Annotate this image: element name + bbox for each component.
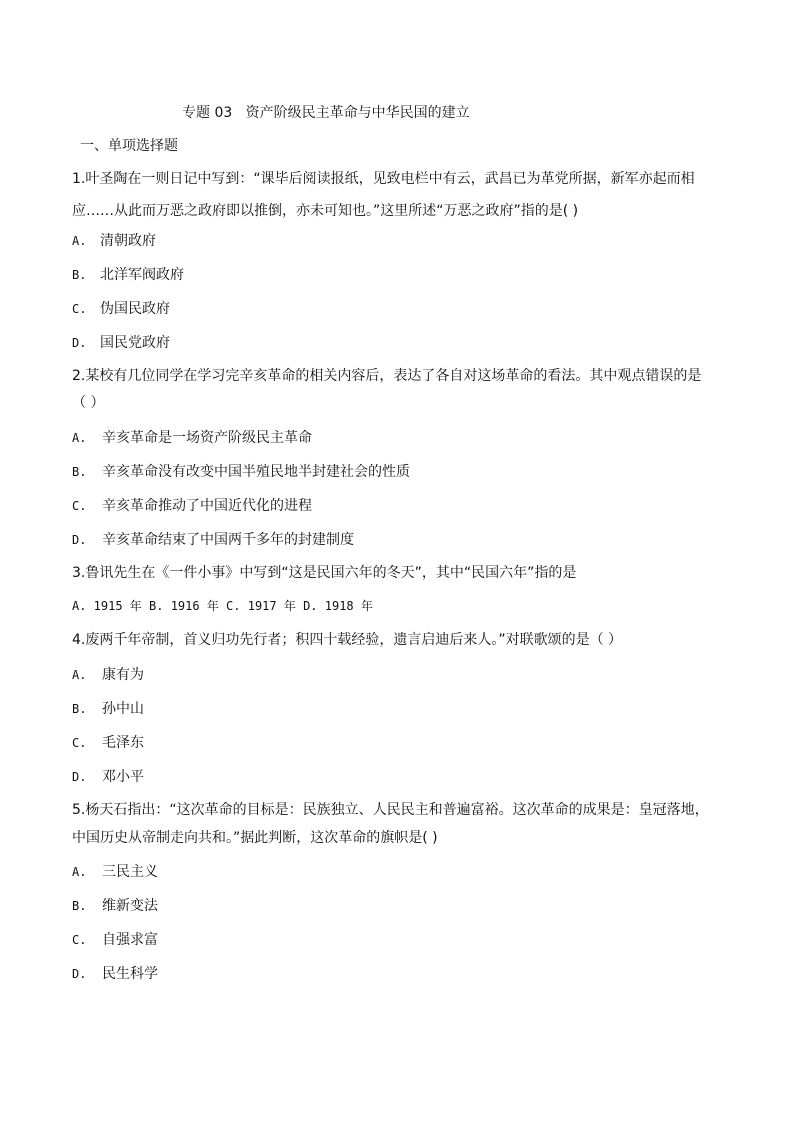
option-text: 三民主义 bbox=[102, 864, 158, 880]
question-4-option-b bbox=[72, 698, 144, 718]
question-2-line-2: （ ） bbox=[72, 395, 105, 411]
question-3-line-1: 3.鲁讯先生在《一件小事》中写到“这是民国六年的冬天”，其中“民国六年”指的是 bbox=[72, 565, 577, 581]
option-text: 自强求富 bbox=[102, 932, 158, 948]
question-5-line-1: 5.杨天石指出：“这次革命的目标是：民族独立、人民民主和普遍富裕。这次革命的成果是：皇冠落地， bbox=[72, 802, 709, 818]
question-1-line-1: 1.叶圣陶在一则日记中写到：“课毕后阅读报纸，见致电栏中有云，武昌已为革党所据，新军亦起而相 bbox=[72, 171, 695, 187]
question-1-line-2: 应……从此而万恶之政府即以推倒，亦未可知也。”这里所述“万恶之政府”指的是( ) bbox=[72, 203, 579, 219]
option-letter: C. bbox=[72, 499, 87, 513]
option-text: 清朝政府 bbox=[100, 233, 156, 249]
option-letter: A. bbox=[72, 865, 87, 879]
option-letter: A. bbox=[72, 234, 87, 248]
option-text: 孙中山 bbox=[102, 701, 144, 717]
option-text: 国民党政府 bbox=[100, 335, 170, 351]
option-letter: C. bbox=[72, 302, 87, 316]
question-1-option-b bbox=[72, 264, 184, 284]
document-title: 专题 03 资产阶级民主革命与中华民国的建立 bbox=[182, 105, 470, 121]
section-heading: 一、单项选择题 bbox=[80, 138, 178, 154]
option-letter: A. bbox=[72, 431, 87, 445]
question-4-line-1: 4.废两千年帝制，首义归功先行者；积四十载经验，遗言启迪后来人。”对联歌颂的是（ ） bbox=[72, 632, 623, 648]
option-letter: D. bbox=[72, 336, 87, 350]
option-text: 邓小平 bbox=[102, 769, 144, 785]
option-text: 伪国民政府 bbox=[100, 301, 170, 317]
option-text: 民生科学 bbox=[102, 966, 158, 982]
option-letter: A. bbox=[72, 668, 87, 682]
option-text: 维新变法 bbox=[102, 898, 158, 914]
question-2-line-1: 2.某校有几位同学在学习完辛亥革命的相关内容后，表达了各自对这场革命的看法。其中观点错误的是 bbox=[72, 368, 702, 384]
question-4-option-c bbox=[72, 732, 144, 752]
option-letter: C. bbox=[72, 933, 87, 947]
question-5-option-a bbox=[72, 861, 158, 881]
question-5-option-d bbox=[72, 963, 158, 983]
option-text: 毛泽东 bbox=[102, 735, 144, 751]
question-1-option-d bbox=[72, 332, 170, 352]
option-letter: D. bbox=[72, 533, 87, 547]
option-text: 康有为 bbox=[102, 667, 144, 683]
option-text: 辛亥革命推动了中国近代化的进程 bbox=[102, 498, 312, 514]
question-4-option-a bbox=[72, 664, 144, 684]
option-letter: D. bbox=[72, 967, 87, 981]
question-5-option-c bbox=[72, 929, 158, 949]
question-4-option-d bbox=[72, 766, 144, 786]
question-2-option-a bbox=[72, 427, 312, 447]
question-2-option-d bbox=[72, 529, 354, 549]
option-letter: B. bbox=[72, 465, 87, 479]
option-letter: C. bbox=[72, 736, 87, 750]
option-text: 辛亥革命没有改变中国半殖民地半封建社会的性质 bbox=[102, 464, 410, 480]
question-5-line-2: 中国历史从帝制走向共和。”据此判断，这次革命的旗帜是( ) bbox=[72, 830, 438, 846]
question-5-option-b bbox=[72, 895, 158, 915]
option-text: 北洋军阀政府 bbox=[100, 267, 184, 283]
question-2-option-b bbox=[72, 461, 410, 481]
option-letter: B. bbox=[72, 702, 87, 716]
question-2-option-c bbox=[72, 495, 312, 515]
question-1-option-c bbox=[72, 298, 170, 318]
option-text: 辛亥革命结束了中国两千多年的封建制度 bbox=[102, 532, 354, 548]
option-letter: D. bbox=[72, 770, 87, 784]
question-1-option-a bbox=[72, 230, 156, 250]
option-text: 辛亥革命是一场资产阶级民主革命 bbox=[102, 430, 312, 446]
option-letter: B. bbox=[72, 899, 87, 913]
question-3-inline-options: A. 1915 年 B. 1916 年 C. 1917 年 D. 1918 年 bbox=[72, 599, 373, 613]
option-letter: B. bbox=[72, 268, 87, 282]
